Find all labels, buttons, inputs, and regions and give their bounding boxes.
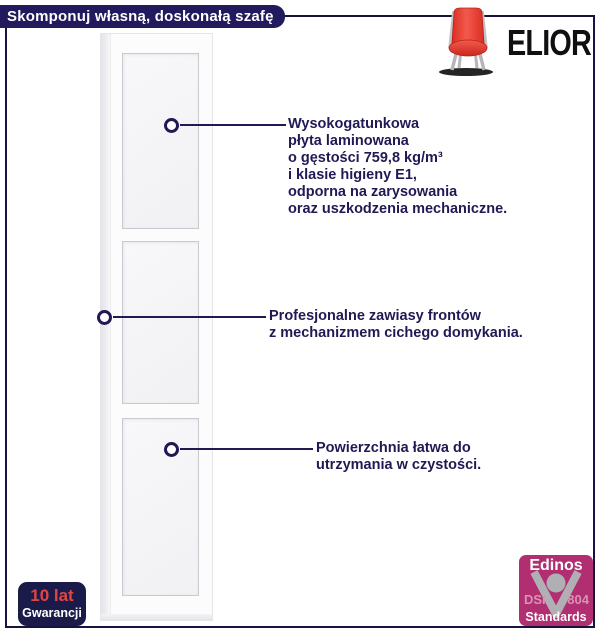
edinos-dsi-label: DSI [524,592,546,607]
annotation-line: oraz uszkodzenia mechaniczne. [288,201,508,217]
callout-marker-surface [164,442,179,457]
door-panel-bottom [122,418,199,596]
brand-name: ELIOR [507,22,592,63]
callout-line-material [180,124,286,126]
guarantee-label: Gwarancji [22,606,82,620]
guarantee-badge [18,582,86,626]
annotation-line: płyta laminowana [288,133,409,149]
edinos-badge [519,555,593,626]
edinos-804-label: 804 [567,592,589,607]
annotation-line: utrzymania w czystości. [316,457,482,473]
edinos-title: Edinos [529,557,583,574]
annotation-hinges [269,308,523,342]
callout-marker-material [164,118,179,133]
door-panel-middle [122,241,199,404]
annotation-line: odporna na zarysowania [288,184,458,200]
edinos-standards-label: Standards [525,610,587,624]
door-bottom-edge [101,614,212,620]
door-side-edge [101,34,111,620]
callout-line-hinges [113,316,266,318]
callout-line-surface [180,448,313,450]
annotation-surface [316,440,481,474]
frame-line-right [593,15,595,628]
annotation-line: Powierzchnia łatwa do [316,440,471,456]
annotation-line: o gęstości 759,8 kg/m³ [288,150,443,166]
annotation-line: Wysokogatunkowa [288,116,420,132]
brand-logo [437,6,597,84]
door-panel-top [122,53,199,229]
annotation-line: i klasie higieny E1, [288,167,417,183]
annotation-line: Profesjonalne zawiasy frontów [269,308,481,324]
frame-line-bottom [5,626,595,628]
annotation-material [288,116,507,218]
red-chair-icon [437,6,499,78]
callout-marker-hinges [97,310,112,325]
annotation-line: z mechanizmem cichego domykania. [269,325,523,341]
headline-banner: Skomponuj własną, doskonałą szafę [0,5,285,28]
guarantee-years: 10 lat [30,586,74,605]
frame-line-left [5,26,7,626]
wardrobe-door-image [100,33,213,621]
